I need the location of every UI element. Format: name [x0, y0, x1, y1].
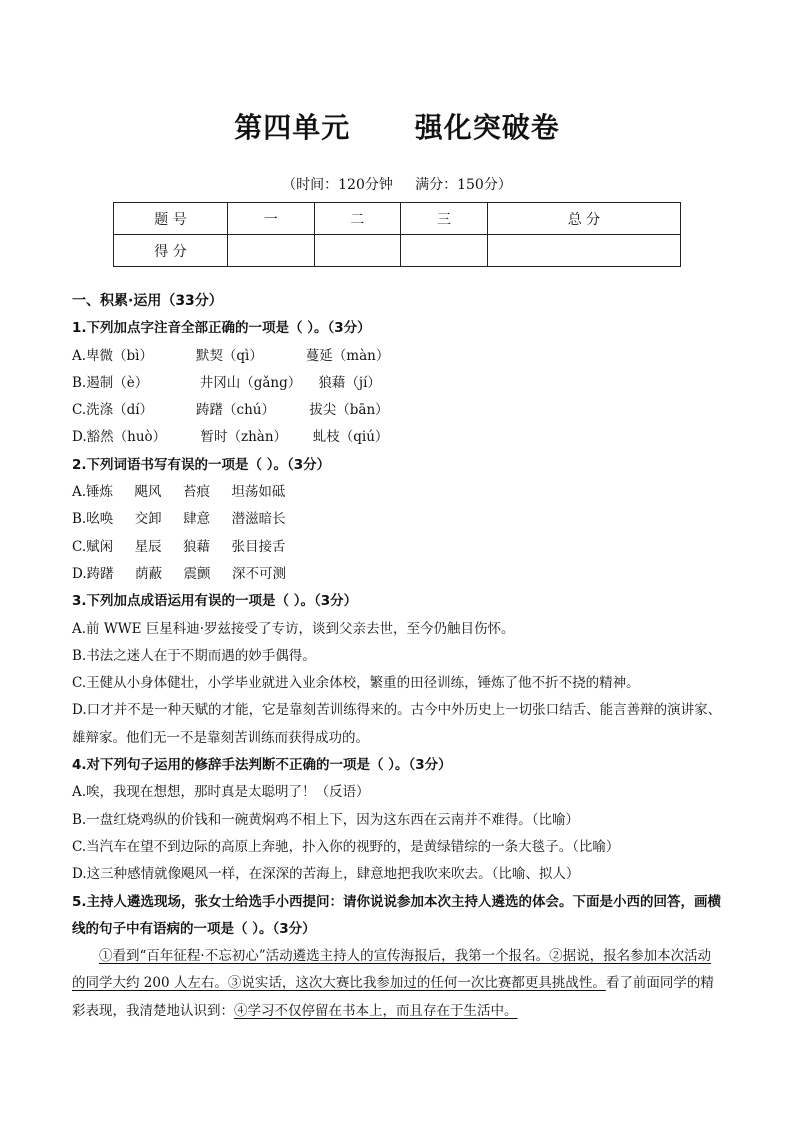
question-2-option-c: C.赋闲 星辰 狼藉 张目接舌: [72, 538, 286, 555]
question-4-option-a: A.唉，我现在想想，那时真是太聪明了！（反语）: [72, 784, 370, 801]
score-input-cell[interactable]: [228, 235, 315, 267]
passage-sentence-2: ②据说，报名参加本次活动的同学大约 200 人左右。: [72, 948, 712, 992]
section-heading: 一、积累·运用（33分）: [72, 293, 223, 309]
score-cell: 得 分: [114, 235, 228, 267]
question-4-option-c: C.当汽车在望不到边际的高原上奔驰，扑入你的视野的，是黄绿错综的一条大毯子。（比喻）: [72, 838, 620, 855]
question-2-option-d: D.踌躇 荫蔽 震颤 深不可测: [72, 565, 287, 582]
score-input-cell[interactable]: [487, 235, 680, 267]
score-cell: 总 分: [487, 203, 680, 235]
passage-text: 看了前面同学的精彩表现，我清楚地认识到：: [72, 975, 714, 1019]
passage-sentence-4: ④学习不仅停留在书本上，而且存在于生活中。: [234, 1002, 518, 1019]
score-table-score-row: [114, 235, 681, 267]
question-3-option-d: D.口才并不是一种天赋的才能，它是靠刻苦训练得来的。古今中外历史上一切张口结舌、能言善辩的演讲家、雄辩家。他们无一不是靠刻苦训练而获得成功的。: [72, 702, 722, 746]
question-2-stem: 2.下列词语书写有误的一项是（ ）。（3分）: [72, 456, 331, 473]
question-1-option-c: C.洗涤（dí） 踌躇（chú） 拔尖（bān）: [72, 402, 389, 419]
question-4-stem: 4.对下列句子运用的修辞手法判断不正确的一项是（ ）。（3分）: [72, 757, 452, 774]
question-2-option-b: B.吆唤 交卸 肆意 潜滋暗长: [72, 511, 286, 528]
question-3-stem: 3.下列加点成语运用有误的一项是（ ）。（3分）: [72, 593, 358, 610]
question-4-option-b: B.一盘红烧鸡纵的价钱和一碗黄焖鸡不相上下，因为这东西在云南并不难得。（比喻）: [72, 811, 579, 828]
score-input-cell[interactable]: [314, 235, 401, 267]
question-3-option-c: C.王健从小身体健壮，小学毕业就进入业余体校，繁重的田径训练，锤炼了他不折不挠的精神。: [72, 675, 640, 692]
score-table-header-row: [114, 203, 681, 235]
score-cell: 二: [314, 203, 401, 235]
exam-content: [72, 288, 724, 1025]
exam-subtitle: （时间：120分钟 满分：150分）: [282, 177, 512, 193]
question-4-option-d: D.这三种感情就像飓风一样，在深深的苦海上，肆意地把我吹来吹去。（比喻、拟人）: [72, 866, 580, 883]
exam-title: 第四单元 强化突破卷: [234, 111, 560, 144]
question-1-option-b: B.遏制（è） 井冈山（gǎng） 狼藉（jí）: [72, 374, 381, 391]
score-cell: 三: [401, 203, 488, 235]
question-5-stem: 5.主持人遴选现场，张女士给选手小西提问：请你说说参加本次主持人遴选的体会。下面是小西的回答，画横线的句子中有语病的一项是（ ）。（3分）: [72, 893, 722, 937]
question-2-option-a: A.锤炼 飓风 苔痕 坦荡如砥: [72, 484, 286, 501]
score-cell: 题 号: [114, 203, 228, 235]
question-5-passage: [72, 943, 724, 1025]
question-1-option-d: D.豁然（huò） 暂时（zhàn） 虬枝（qiú）: [72, 429, 389, 446]
passage-sentence-3: ③说实话，这次大赛比我参加过的任何一次比赛都更具挑战性。: [227, 975, 606, 992]
score-input-cell[interactable]: [401, 235, 488, 267]
score-table: [113, 202, 681, 267]
question-1-option-a: A.卑微（bì） 默契（qì） 蔓延（màn）: [72, 347, 390, 364]
question-3-option-a: A.前 WWE 巨星科迪·罗兹接受了专访，谈到父亲去世，至今仍触目伤怀。: [72, 620, 515, 637]
question-1-stem: 1.下列加点字注音全部正确的一项是（ ）。（3分）: [72, 320, 371, 337]
score-cell: 一: [228, 203, 315, 235]
question-3-option-b: B.书法之迷人在于不期而遇的妙手偶得。: [72, 647, 316, 664]
passage-sentence-1: ①看到“百年征程·不忘初心”活动遴选主持人的宣传海报后，我第一个报名。: [99, 948, 550, 965]
